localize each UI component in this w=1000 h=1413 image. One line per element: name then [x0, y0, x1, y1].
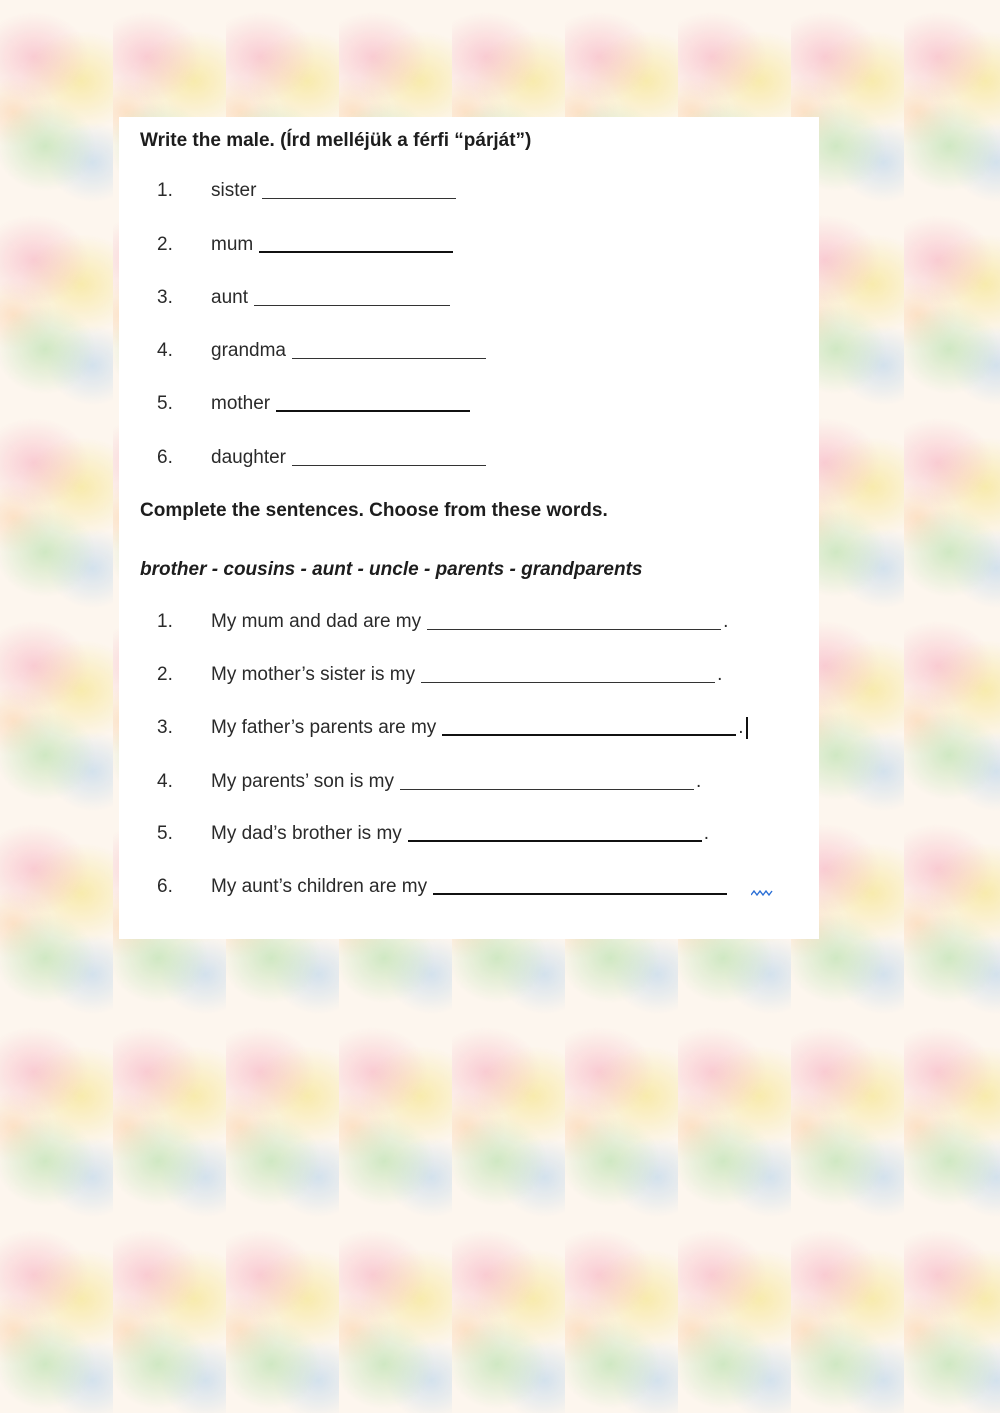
sentence-text: My dad’s brother is my: [211, 823, 402, 844]
item-number: 6.: [157, 447, 173, 468]
answer-blank[interactable]: [292, 358, 486, 359]
item-number: 1.: [157, 611, 173, 632]
item-number: 2.: [157, 664, 173, 685]
item-word: mum: [211, 234, 254, 255]
sentence-end: .: [723, 611, 729, 632]
sentence-text: My parents’ son is my: [211, 771, 395, 792]
item-number: 1.: [157, 180, 173, 201]
sentence-end: .: [738, 717, 744, 738]
answer-blank[interactable]: [421, 682, 715, 683]
sentence-text: My father’s parents are my: [211, 717, 437, 738]
text-cursor: [746, 717, 748, 739]
item-number: 4.: [157, 340, 173, 361]
answer-blank[interactable]: [408, 840, 702, 842]
sentence-end: .: [696, 771, 702, 792]
sentence-text: My aunt’s children are my: [211, 876, 428, 897]
section2-heading: Complete the sentences. Choose from these words.: [140, 500, 608, 521]
answer-blank[interactable]: [442, 734, 736, 736]
word-bank: brother - cousins - aunt - uncle - parents - grandparents: [140, 559, 643, 580]
item-number: 3.: [157, 287, 173, 308]
answer-blank[interactable]: [427, 629, 721, 630]
section1-heading: Write the male. (Írd melléjük a férfi “párját”): [140, 130, 532, 151]
sentence-end: .: [703, 823, 710, 844]
item-word: grandma: [211, 340, 286, 361]
item-word: sister: [211, 180, 257, 201]
item-number: 2.: [157, 234, 173, 255]
item-word: daughter: [211, 447, 287, 468]
answer-blank[interactable]: [254, 305, 450, 306]
item-word: mother: [211, 393, 271, 414]
answer-blank[interactable]: [433, 893, 727, 895]
item-number: 4.: [157, 771, 173, 792]
sentence-end: .: [717, 664, 723, 685]
answer-blank[interactable]: [259, 251, 453, 253]
answer-blank[interactable]: [276, 410, 470, 412]
item-number: 6.: [157, 876, 173, 897]
sentence-text: My mother’s sister is my: [211, 664, 416, 685]
spellcheck-squiggle-icon: [751, 889, 773, 897]
answer-blank[interactable]: [292, 465, 486, 466]
item-number: 5.: [157, 393, 173, 414]
answer-blank[interactable]: [262, 198, 456, 199]
worksheet-page: [119, 117, 819, 939]
item-word: aunt: [211, 287, 248, 308]
item-number: 5.: [157, 823, 173, 844]
sentence-text: My mum and dad are my: [211, 611, 422, 632]
answer-blank[interactable]: [400, 789, 694, 790]
item-number: 3.: [157, 717, 173, 738]
